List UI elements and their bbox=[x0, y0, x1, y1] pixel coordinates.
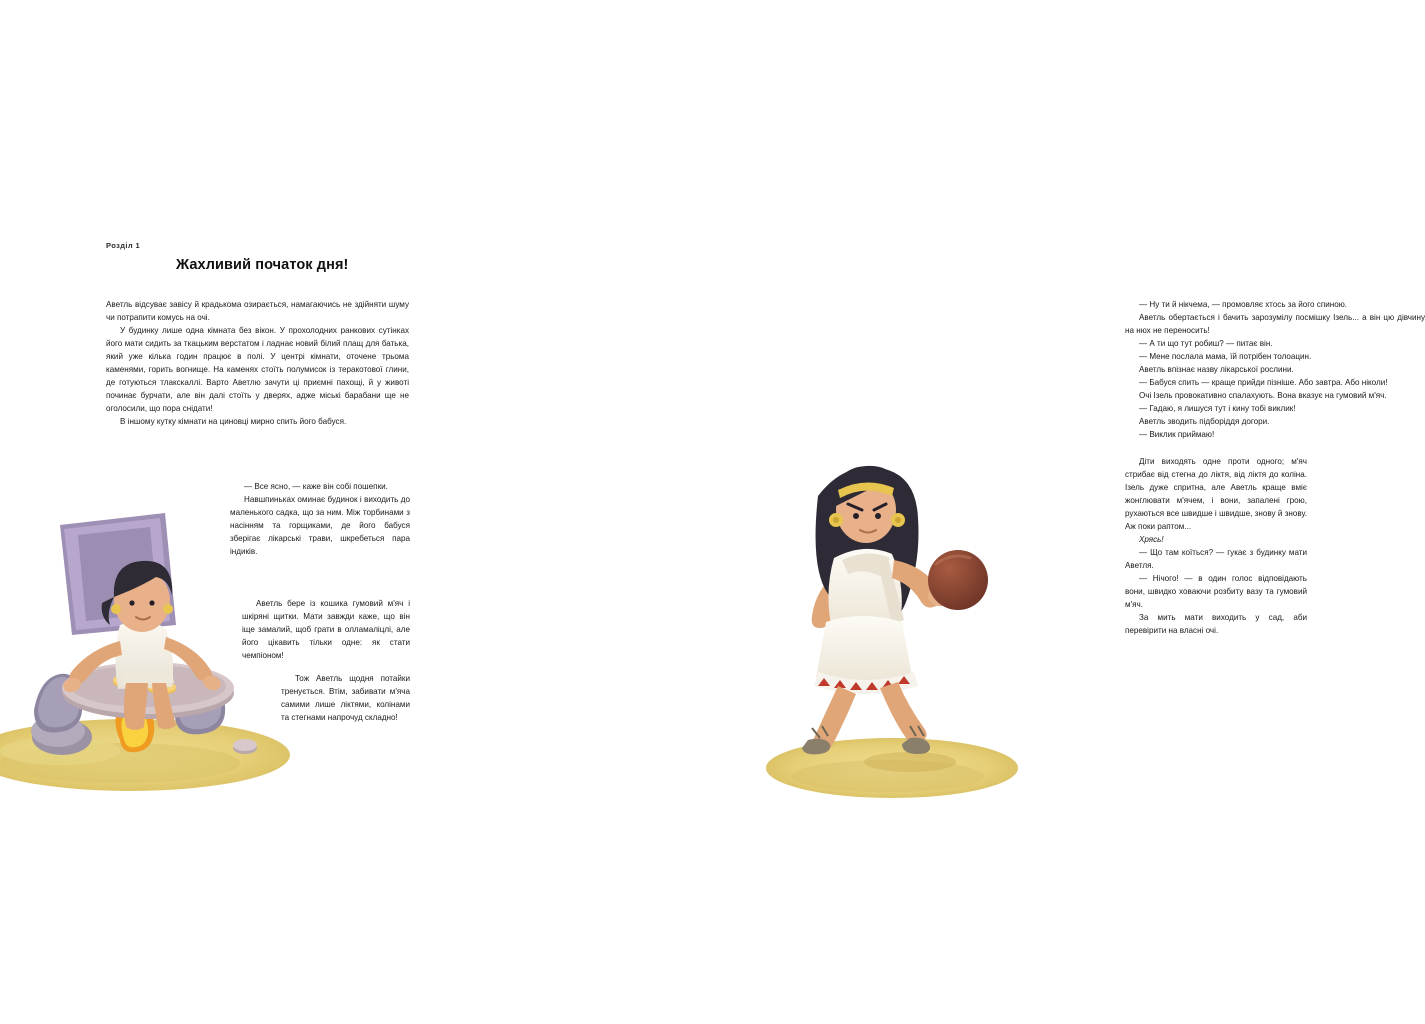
right-body-text bbox=[1125, 298, 1425, 441]
paragraph: Аветль відсуває завісу й крадькома озирається, намагаючись не здійняти шуму чи потрапити комусь на очі. bbox=[106, 300, 409, 322]
paragraph: Аветль бере із кошика гумовий м'яч і шкіряні щитки. Мати завжди каже, що він іще замалий, щоб грати в олламаліцлі, але його цікавить тільки одне: як стати чемпіоном! bbox=[242, 599, 410, 660]
right-page bbox=[512, 0, 1425, 1024]
paragraph: — Бабуся спить — краще прийди пізніше. Або завтра. Або ніколи! bbox=[1139, 378, 1388, 387]
paragraph: В іншому кутку кімнати на циновці мирно спить його бабуся. bbox=[120, 417, 347, 426]
paragraph: Навшпиньках оминає будинок і виходить до маленького садка, що за ним. Між торбинами з насінням та горщиками, де його бабуся зберігає лікарські трави, шкребеться пара індиків. bbox=[230, 495, 410, 556]
paragraph: Аветль обертається і бачить зарозумілу посмішку Ізель... а він цю дівчину на нюх не переносить! bbox=[1125, 313, 1425, 335]
paragraph: — Все ясно, — каже він собі пошепки. bbox=[244, 482, 388, 491]
left-body-text-4 bbox=[281, 672, 410, 724]
page-title: Жахливий початок дня! bbox=[176, 257, 349, 273]
paragraph: — Мене послала мама, їй потрібен толоацин. bbox=[1139, 352, 1312, 361]
girl-with-ball-illustration bbox=[760, 440, 1024, 800]
paragraph: Тож Аветль щодня потайки тренується. Втім, забивати м'яча самими лише ліктями, колінами та стегнами напрочуд складно! bbox=[281, 674, 410, 722]
left-page bbox=[0, 0, 512, 1024]
paragraph: Аветль впізнає назву лікарської рослини. bbox=[1139, 365, 1294, 374]
paragraph: — Нічого! — в один голос відповідають вони, швидко ховаючи розбиту вазу та гумовий м'яч. bbox=[1125, 574, 1307, 609]
boy-at-hearth-svg bbox=[0, 505, 300, 795]
paragraph: Аветль зводить підборіддя догори. bbox=[1139, 417, 1270, 426]
paragraph: За мить мати виходить у сад, аби перевірити на власні очі. bbox=[1125, 613, 1307, 635]
paragraph: — Гадаю, я лишуся тут і кину тобі виклик! bbox=[1139, 404, 1296, 413]
paragraph: — А ти що тут робиш? — питає він. bbox=[1139, 339, 1273, 348]
right-body-text-2 bbox=[1125, 455, 1307, 637]
paragraph: Очі Ізель провокативно спалахують. Вона вказує на гумовий м'яч. bbox=[1139, 391, 1387, 400]
boy-at-hearth-illustration bbox=[0, 505, 300, 795]
paragraph: — Ну ти й нікчема, — промовляє хтось за його спиною. bbox=[1139, 300, 1348, 309]
paragraph: — Що там коїться? — гукає з будинку мати Аветля. bbox=[1125, 548, 1307, 570]
chapter-label: Розділ 1 bbox=[106, 241, 141, 250]
girl-with-ball-svg bbox=[760, 440, 1024, 800]
paragraph: Діти виходять одне проти одного; м'яч стрибає від стегна до ліктя, від ліктя до коліна. Ізель дуже спритна, але Аветль краще вміє жонглювати м'ячем, і вони, запалені грою, рухаються все швидше і швидше, знову й знову. Аж поки раптом... bbox=[1125, 457, 1307, 531]
paragraph: У будинку лише одна кімната без вікон. У прохолодних ранкових сутінках його мати сидить за ткацьким верстатом і ладнає новий білий плащ для батька, який уже кілька годин працює в полі. У центрі кімнати, оточене трьома каменями, горить вогнище. На каменях стоїть полумисок із теракотової глини, де готуються тлакскаллі. Варто Аветлю зачути ці приємні пахощі, й у животі починає бурчати, але він далі стоїть у дверях, адже міські барабани ще не оголосили, що пора снідати! bbox=[106, 326, 409, 413]
paragraph-exclamation: Хрясь! bbox=[1139, 535, 1164, 544]
left-body-text bbox=[106, 298, 409, 428]
paragraph: — Виклик приймаю! bbox=[1139, 430, 1215, 439]
